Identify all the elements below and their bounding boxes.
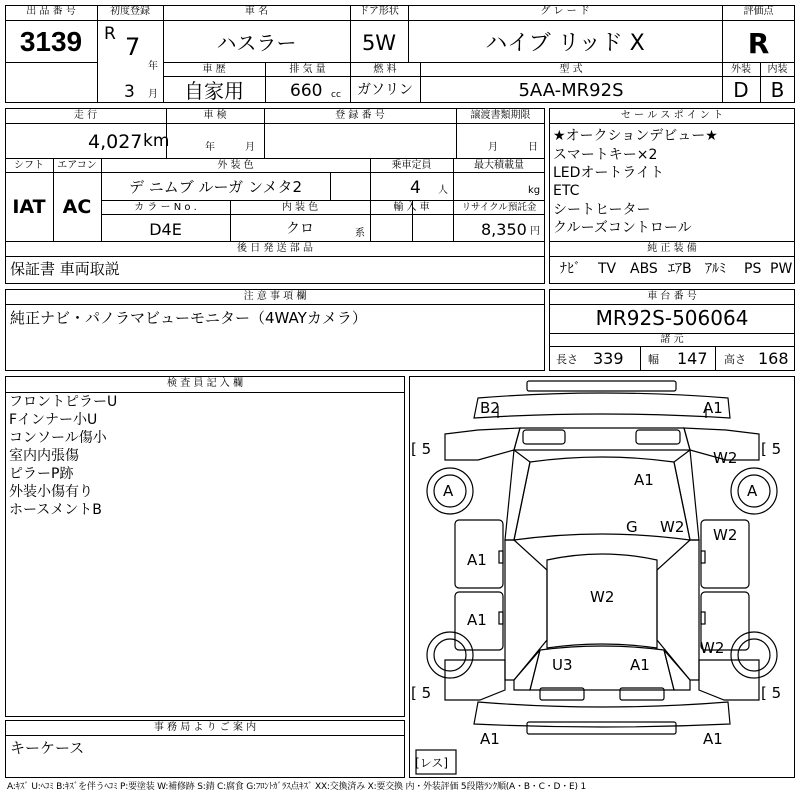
equipment-airbag: ｴｱB xyxy=(668,261,692,277)
damage-mark: A1 xyxy=(634,471,654,489)
grade: ハイブ リッド X xyxy=(485,31,645,56)
capacity: 4 xyxy=(410,178,421,198)
mileage-label: 走 行 xyxy=(73,110,98,121)
max-load-label: 最大積載量 xyxy=(474,160,524,171)
length: 339 xyxy=(593,349,624,368)
tire-depth-front-right: [ 5 xyxy=(761,440,782,458)
damage-mark: A1 xyxy=(467,611,487,629)
door-label: ドア形状 xyxy=(359,6,399,17)
mileage-unit: km xyxy=(143,131,170,151)
evaluation-label: 評価点 xyxy=(743,6,774,17)
office-label: 事 務 局 よ り ご 案 内 xyxy=(153,722,257,733)
ac-label: エアコン xyxy=(57,160,97,171)
model-label: 型 式 xyxy=(559,64,583,75)
car-name-label: 車 名 xyxy=(244,6,269,17)
equipment-pw: PW xyxy=(770,261,793,277)
first-registration-label: 初度登録 xyxy=(110,6,150,17)
notes-text: 純正ナビ・パノラマビューモニター（4WAYカメラ） xyxy=(10,309,367,327)
car-name: ハスラー xyxy=(216,31,297,55)
damage-mark: W2 xyxy=(713,449,738,467)
recycle-label: リサイクル預託金 xyxy=(461,202,537,213)
sales-point: シートヒーター xyxy=(553,202,651,218)
evaluation-score: R xyxy=(747,27,770,60)
fuel-label: 燃 料 xyxy=(373,64,397,75)
interior-color-label: 内 装 色 xyxy=(281,202,319,213)
interior-color: クロ xyxy=(286,221,314,237)
history: 自家用 xyxy=(184,79,244,103)
registration-era: R xyxy=(104,24,116,44)
chassis-number: MR92S-506064 xyxy=(595,306,749,330)
month-unit: 月 xyxy=(148,89,158,100)
inspection-year-unit: 年 xyxy=(205,142,215,153)
damage-mark: W2 xyxy=(713,526,738,544)
grade-label: グ レ ー ド xyxy=(540,6,590,17)
transfer-docs-label: 譲渡書類期限 xyxy=(470,110,531,121)
equipment-alloy: ｱﾙﾐ xyxy=(705,261,726,277)
damage-mark: W2 xyxy=(590,588,615,606)
equipment-abs: ABS xyxy=(630,261,658,277)
sales-point: ETC xyxy=(553,183,580,199)
spare-tire-note: [レス] xyxy=(415,756,449,770)
inspector-note: コンソール傷小 xyxy=(9,430,107,446)
capacity-unit: 人 xyxy=(438,185,448,196)
door-type: 5W xyxy=(361,31,397,55)
damage-mark: B2 xyxy=(480,399,500,417)
exterior-color: デ ニムブ ルーガ ンメタ2 xyxy=(128,178,303,196)
inspector-note: ピラーP跡 xyxy=(9,466,74,482)
later-shipment-parts: 保証書 車両取説 xyxy=(10,260,120,278)
sales-points-label: セ ー ル ス ポ イ ン ト xyxy=(620,110,724,121)
year-unit: 年 xyxy=(148,61,158,72)
later-shipment-label: 後 日 発 送 部 品 xyxy=(237,243,313,254)
inspector-note: ホースメントB xyxy=(9,502,102,518)
transfer-month-unit: 月 xyxy=(488,142,498,153)
tire-depth-rear-left: [ 5 xyxy=(411,684,432,702)
shift: IAT xyxy=(12,196,46,218)
specs-label: 諸 元 xyxy=(660,334,684,345)
sales-point: クルーズコントロール xyxy=(553,220,692,236)
inspector-note: 外装小傷有り xyxy=(9,484,93,500)
lot-number-label: 出 品 番 号 xyxy=(26,6,76,17)
sales-point: スマートキー×2 xyxy=(553,147,658,163)
height: 168 xyxy=(758,349,789,368)
legend: A:ｷｽﾞ U:ﾍｺﾐ B:ｷｽﾞを伴うﾍｺﾐ P:要塗装 W:補修跡 S:錆 C:腐食 G:ﾌﾛﾝﾄｶﾞﾗｽ点ｷｽﾞ XX:交換済み X:要交換 内・外装評価 5段階ﾗﾝｸ順(A・B・C・D・E) 1 xyxy=(7,782,586,792)
exterior-label: 外装 xyxy=(731,64,751,75)
interior-color-unit: 系 xyxy=(355,228,365,239)
inspector-label: 検 査 員 記 入 欄 xyxy=(167,378,243,389)
capacity-label: 乗車定員 xyxy=(391,160,432,171)
model-code: 5AA-MR92S xyxy=(518,80,624,101)
damage-mark: U3 xyxy=(552,656,573,674)
color-label: 外 装 色 xyxy=(217,160,254,171)
exterior-grade: D xyxy=(733,78,749,102)
air-conditioner: AC xyxy=(62,196,92,218)
fuel: ガソリン xyxy=(357,82,413,98)
transfer-day-unit: 日 xyxy=(528,142,538,153)
equipment-nav: ﾅﾋﾞ xyxy=(560,261,581,277)
damage-mark: W2 xyxy=(700,639,725,657)
height-label: 高さ xyxy=(724,353,746,366)
width-label: 幅 xyxy=(648,353,659,366)
recycle-fee: 8,350 xyxy=(481,220,527,239)
recycle-unit: 円 xyxy=(530,226,540,237)
office-note: キーケース xyxy=(10,739,85,757)
length-label: 長さ xyxy=(556,353,578,366)
registration-year: 7 xyxy=(125,33,141,61)
max-load-unit: kg xyxy=(528,185,541,196)
shift-label: シフト xyxy=(14,160,44,171)
import-label: 輸 入 車 xyxy=(393,202,430,213)
notes-label: 注 意 事 項 欄 xyxy=(243,291,307,302)
inspection-label: 車 検 xyxy=(203,110,227,121)
registration-number-label: 登 録 番 号 xyxy=(335,110,385,121)
damage-mark: A1 xyxy=(467,551,487,569)
inspection-month-unit: 月 xyxy=(245,142,255,153)
damage-mark: A1 xyxy=(480,730,500,748)
damage-mark: A1 xyxy=(703,730,723,748)
width: 147 xyxy=(677,349,708,368)
tire-depth-front-left: [ 5 xyxy=(411,440,432,458)
inspector-note: フロントピラーU xyxy=(9,394,118,410)
mileage: 4,027 xyxy=(88,131,143,153)
damage-mark: W2 xyxy=(660,518,685,536)
inspector-note: Fインナー小U xyxy=(9,412,98,428)
history-label: 車 歴 xyxy=(202,64,226,75)
equipment-ps: PS xyxy=(744,261,762,277)
equipment-tv: TV xyxy=(598,261,617,277)
displacement-label: 排 気 量 xyxy=(289,64,326,75)
color-number: D4E xyxy=(149,220,182,239)
displacement-unit: cc xyxy=(331,90,341,100)
chassis-number-label: 車 台 番 号 xyxy=(647,291,697,302)
lot-number: 3139 xyxy=(19,26,83,57)
damage-mark: A1 xyxy=(703,399,723,417)
interior-grade: B xyxy=(770,78,785,102)
interior-label: 内装 xyxy=(767,64,788,75)
sales-point: ★オークションデビュー★ xyxy=(553,128,718,144)
damage-mark: A xyxy=(747,482,758,500)
displacement: 660 xyxy=(290,81,323,101)
tire-depth-rear-right: [ 5 xyxy=(761,684,782,702)
inspector-note: 室内内張傷 xyxy=(9,448,79,464)
registration-month: 3 xyxy=(124,82,135,102)
color-number-label: カ ラ ー N o . xyxy=(134,202,197,213)
genuine-equipment-label: 純 正 装 備 xyxy=(647,243,697,254)
damage-mark: A xyxy=(443,482,454,500)
sales-point: LEDオートライト xyxy=(553,165,665,181)
damage-mark: A1 xyxy=(630,656,650,674)
damage-mark: G xyxy=(626,518,638,536)
